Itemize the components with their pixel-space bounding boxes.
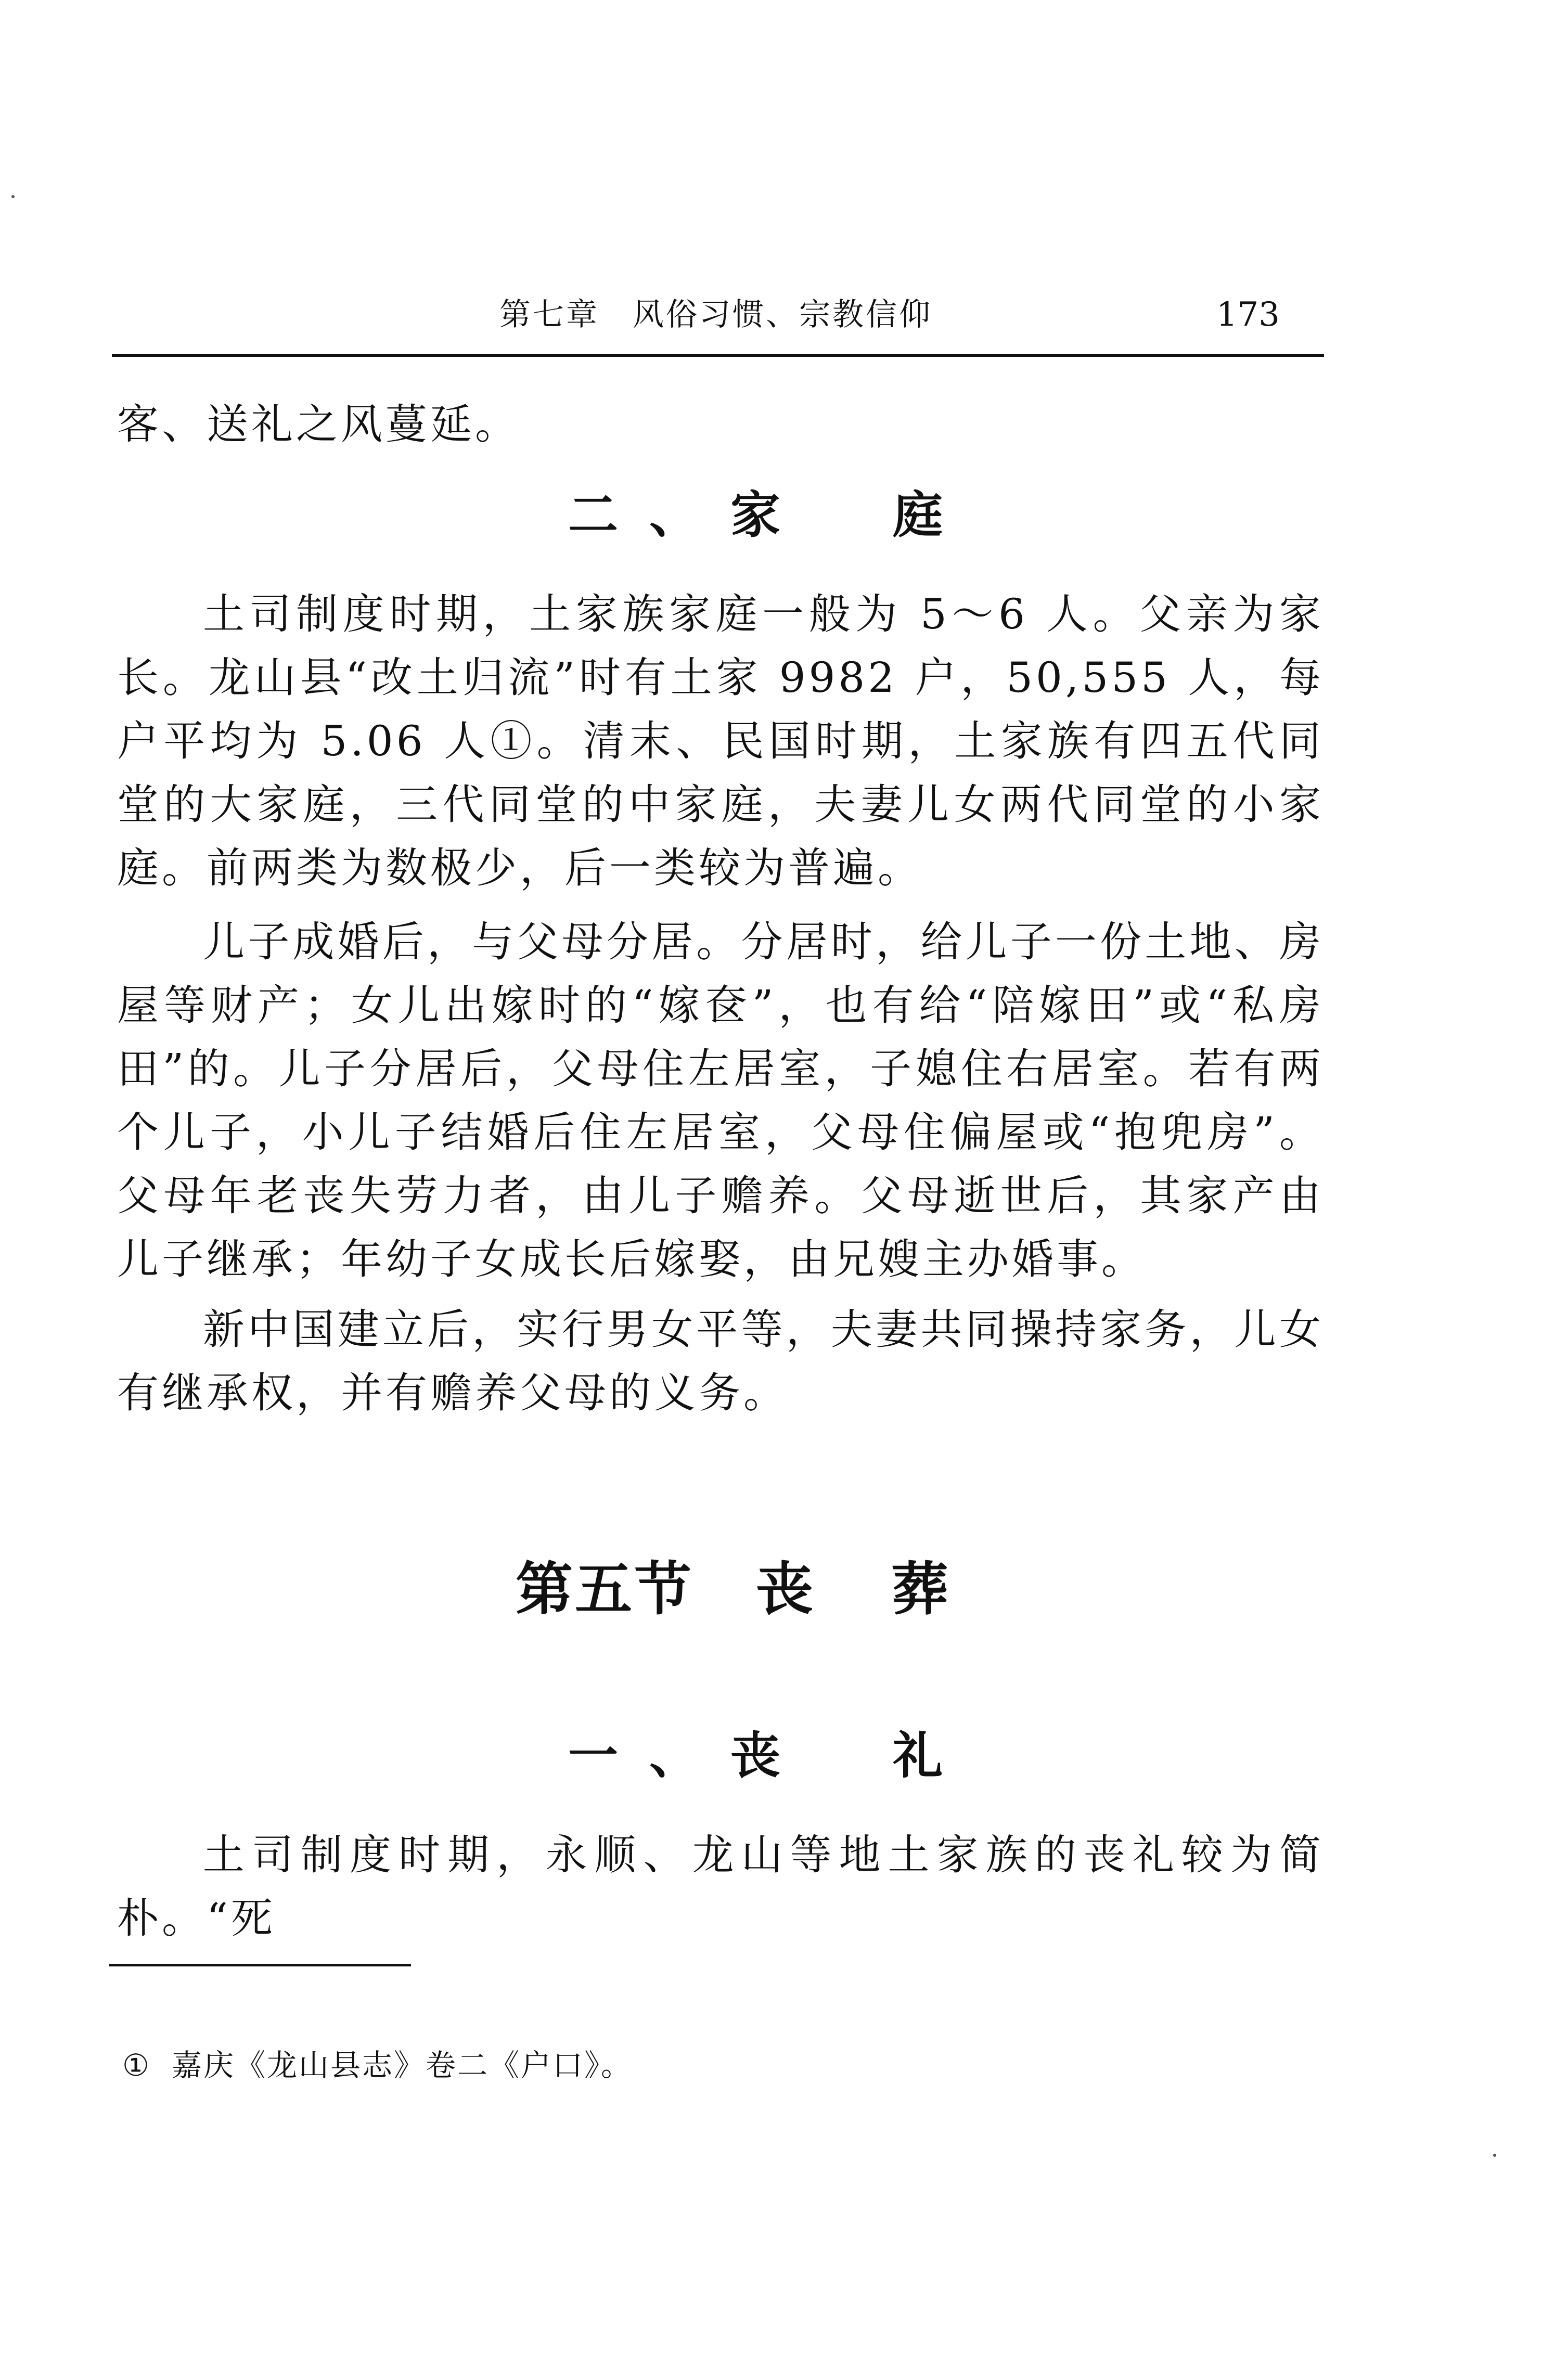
family-heading: 二、家 庭 [568, 485, 974, 544]
footnote [122, 2044, 633, 2086]
footnote-mark: ① [122, 2048, 151, 2083]
section-number: 第五节 [516, 1555, 693, 1623]
header-divider [112, 354, 1324, 357]
running-header [112, 291, 1324, 338]
continuation-text: 客、送礼之风蔓延。 [117, 400, 520, 448]
scan-speck [1493, 2154, 1496, 2157]
family-paragraph-1: 土司制度时期，土家族家庭一般为 5～6 人。父亲为家长。龙山县“改土归流”时有土家 9982 户，50,555 人，每户平均为 5.06 人①。清末、民国时期，土家族有四五代同堂的大家庭，三代同堂的中家庭，夫妻儿女两代同堂的小家庭。前两类为数极少，后一类较为普遍。 [117, 590, 1324, 892]
family-paragraph-3: 新中国建立后，实行男女平等，夫妻共同操持家务，儿女有继承权，并有赡养父母的义务。 [117, 1305, 1324, 1417]
page-number: 173 [1216, 295, 1280, 334]
funeral-heading: 一、丧 礼 [568, 1726, 974, 1785]
chapter-title: 第七章 风俗习惯、宗教信仰 [499, 297, 932, 333]
funeral-paragraph: 土司制度时期，永顺、龙山等地土家族的丧礼较为简朴。“死 [117, 1831, 1324, 1942]
footnote-divider [109, 1964, 411, 1966]
scan-speck [11, 195, 15, 198]
section-title: 丧葬 [756, 1555, 1026, 1623]
section-heading [0, 1555, 1542, 1623]
family-paragraph-2: 儿子成婚后，与父母分居。分居时，给儿子一份土地、房屋等财产；女儿出嫁时的“嫁奁”，也有给“陪嫁田”或“私房田”的。儿子分居后，父母住左居室，子媳住右居室。若有两个儿子，小儿子结婚后住左居室，父母住偏屋或“抱兜房”。父母年老丧失劳力者，由儿子赡养。父母逝世后，其家产由儿子继承；年幼子女成长后嫁娶，由兄嫂主办婚事。 [117, 918, 1324, 1283]
footnote-text: 嘉庆《龙山县志》卷二《户口》。 [172, 2048, 633, 2083]
